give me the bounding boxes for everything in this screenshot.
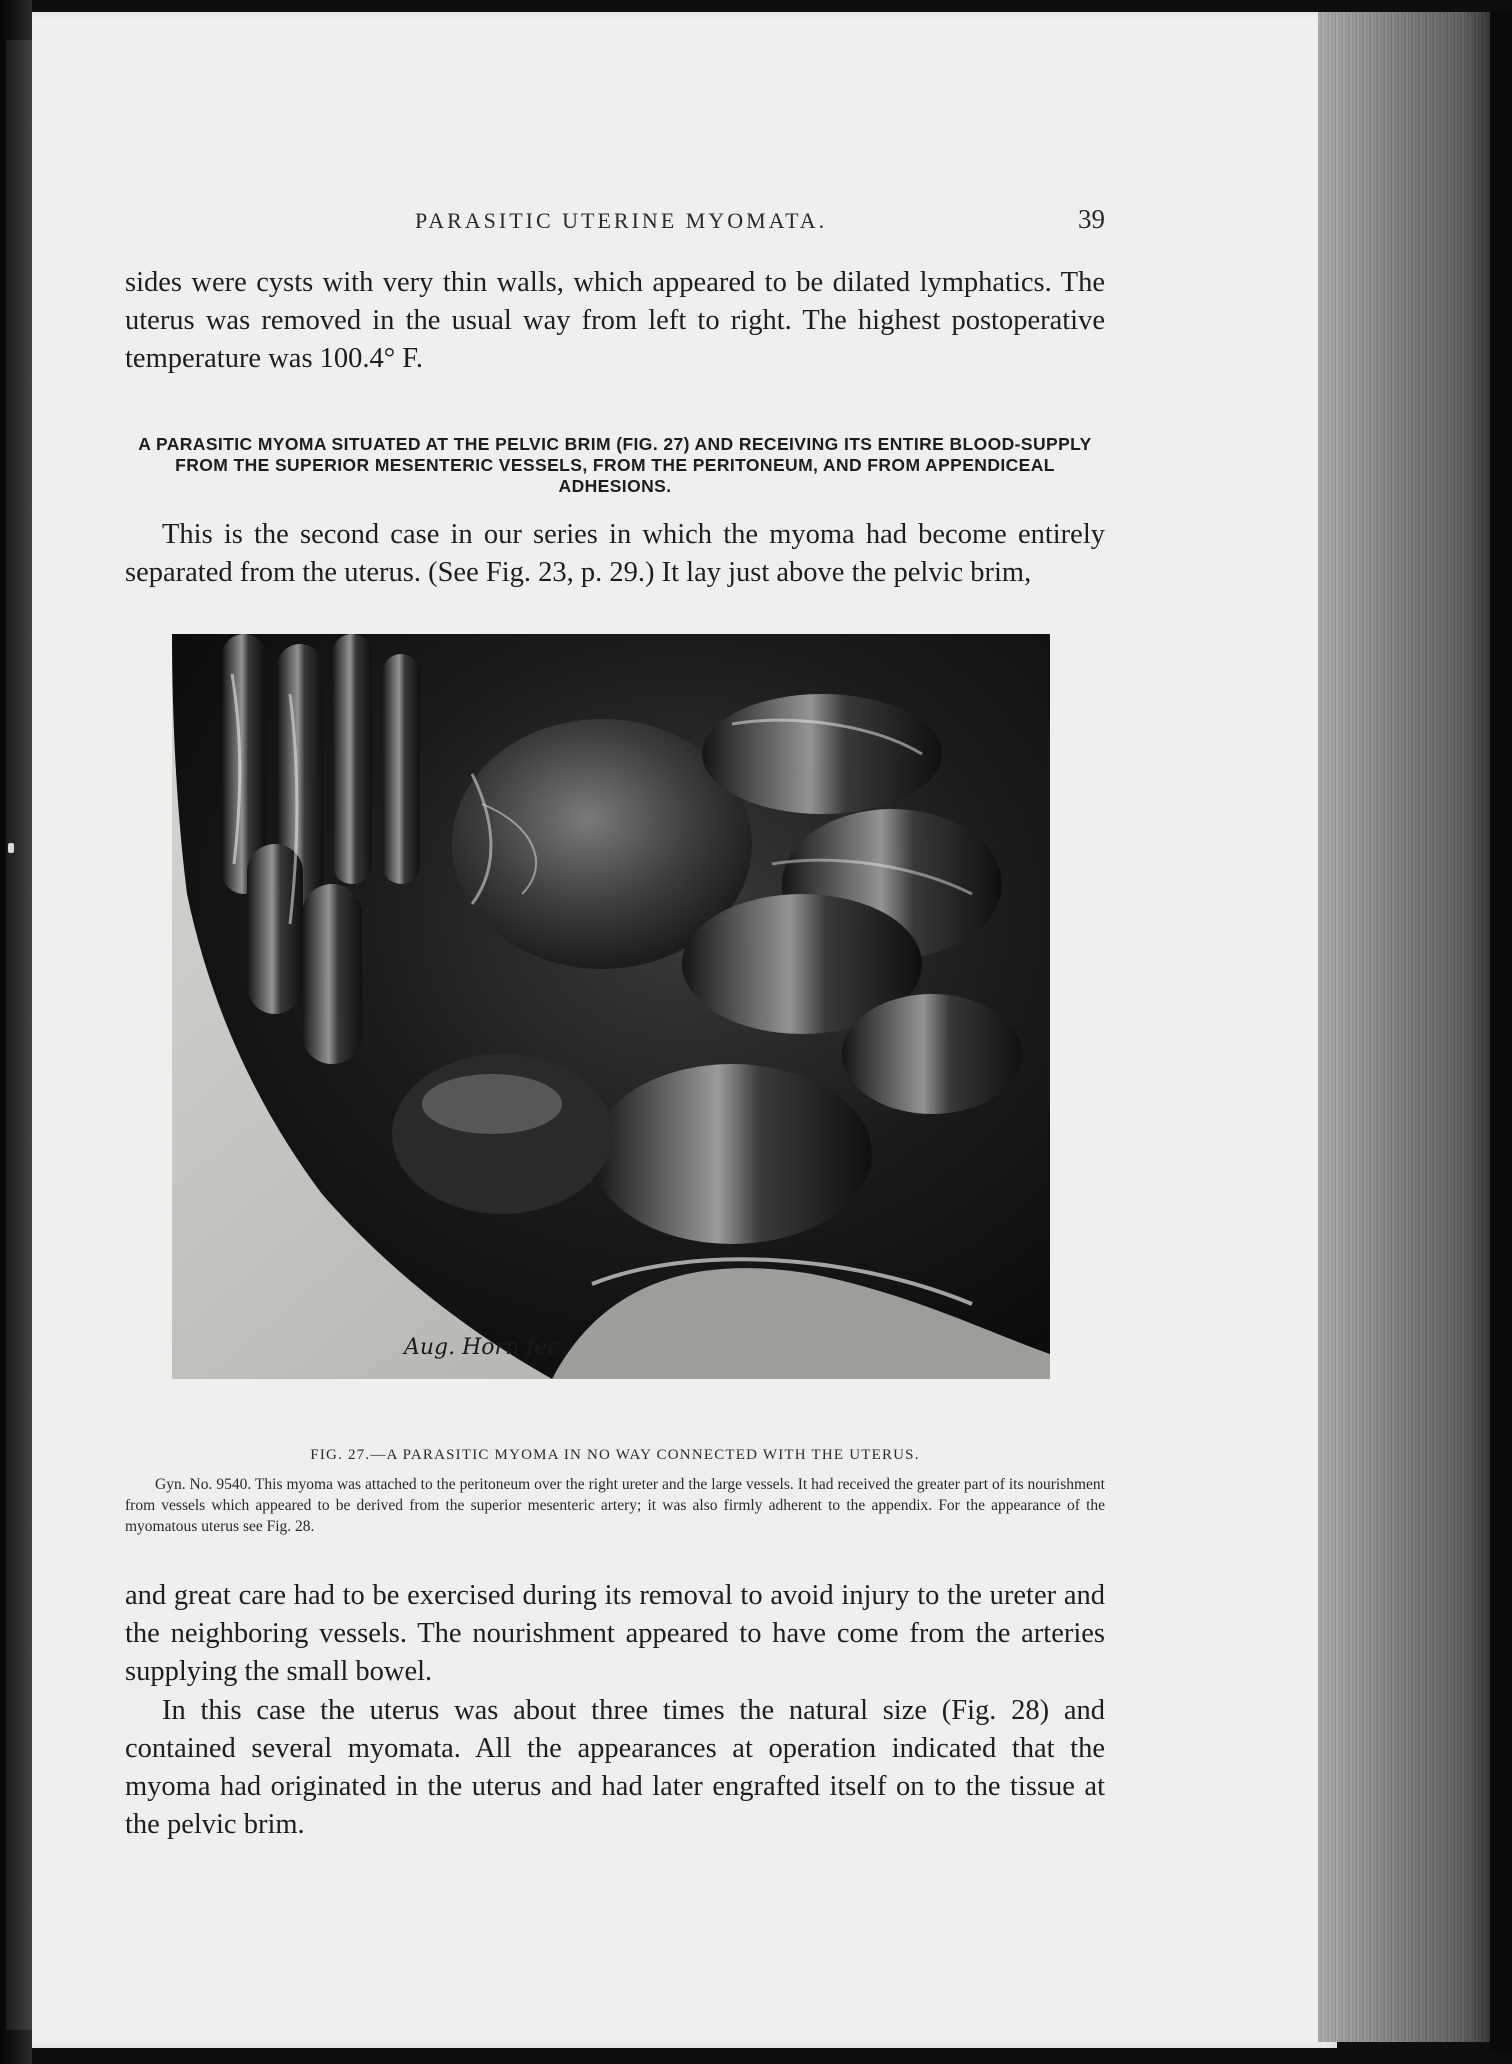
running-title: PARASITIC UTERINE MYOMATA. [415,208,828,233]
section-heading: A PARASITIC MYOMA SITUATED AT THE PELVIC BRIM (FIG. 27) AND RECEIVING ITS ENTIRE BLOOD-SUPPLY FROM THE SUPERIOR MESENTERIC VESSELS, FROM THE PERITONEUM, AND FROM APPENDICEAL ADHESIONS. [138,434,1092,496]
paragraph-third: and great care had to be exercised during its removal to avoid injury to the ureter and the neighboring vessels. The nourishment appeared to have come from the arteries supplying the small bowel. [125,1580,1105,1687]
surgical-illustration [172,634,1050,1379]
figure-title: FIG. 27.—A PARASITIC MYOMA IN NO WAY CONNECTED WITH THE UTERUS. [310,1447,920,1463]
figure-illustration [172,634,1050,1379]
artist-signature: Aug. Horn fec. [404,1335,567,1360]
page-stack-edge [1318,12,1490,2042]
scan-mark [8,843,14,853]
page-number: 39 [1078,204,1105,234]
paragraph-fourth: In this case the uterus was about three times the natural size (Fig. 28) and contained several myomata. All the appearances at operation indicated that the myoma had originated in the uterus and had later engrafted itself on to the tissue at the pelvic brim. [125,1695,1105,1840]
paragraph-second: This is the second case in our series in which the myoma had become entirely separated from the uterus. (See Fig. 23, p. 29.) It lay just above the pelvic brim, [125,519,1105,588]
paragraph-intro: sides were cysts with very thin walls, which appeared to be dilated lymphatics. The uterus was removed in the usual way from left to right. The highest postoperative temperature was 100.4° F. [125,267,1105,374]
figure-caption: Gyn. No. 9540. This myoma was attached to the peritoneum over the right ureter and the large vessels. It had received the greater part of its nourishment from vessels which appeared to be derived from the superior mesenteric artery; it was also firmly adherent to the appendix. For the appearance of the myomatous uterus see Fig. 28. [125,1476,1105,1535]
scan-right-edge [1490,12,1512,2052]
